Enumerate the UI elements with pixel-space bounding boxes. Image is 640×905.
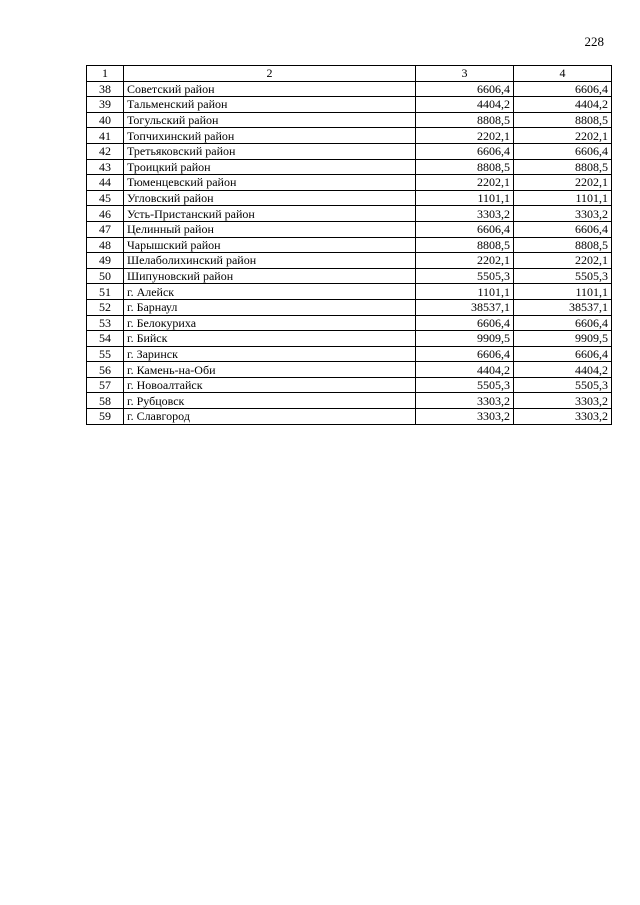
value-cell-col4: 8808,5 [514, 159, 612, 175]
value-cell-col3: 3303,2 [416, 409, 514, 425]
value-cell-col4: 6606,4 [514, 143, 612, 159]
table-row [87, 253, 612, 269]
table-row [87, 377, 612, 393]
value-cell-col3: 2202,1 [416, 128, 514, 144]
table-row [87, 237, 612, 253]
row-number-cell: 49 [87, 253, 124, 269]
row-number-cell: 39 [87, 97, 124, 113]
value-cell-col3: 1101,1 [416, 190, 514, 206]
district-name-cell: Топчихинский район [124, 128, 416, 144]
district-name-cell: Шелаболихинский район [124, 253, 416, 269]
row-number-cell: 55 [87, 346, 124, 362]
district-name-cell: г. Рубцовск [124, 393, 416, 409]
table-row [87, 81, 612, 97]
row-number-cell: 47 [87, 221, 124, 237]
district-name-cell: г. Новоалтайск [124, 377, 416, 393]
district-name-cell: г. Заринск [124, 346, 416, 362]
row-number-cell: 57 [87, 377, 124, 393]
table-row [87, 221, 612, 237]
row-number-cell: 54 [87, 331, 124, 347]
value-cell-col3: 6606,4 [416, 143, 514, 159]
value-cell-col3: 2202,1 [416, 175, 514, 191]
row-number-cell: 46 [87, 206, 124, 222]
row-number-cell: 44 [87, 175, 124, 191]
value-cell-col4: 9909,5 [514, 331, 612, 347]
district-name-cell: Шипуновский район [124, 268, 416, 284]
value-cell-col3: 3303,2 [416, 206, 514, 222]
district-name-cell: Третьяковский район [124, 143, 416, 159]
table-row [87, 315, 612, 331]
table-row [87, 128, 612, 144]
table-row [87, 409, 612, 425]
value-cell-col4: 2202,1 [514, 253, 612, 269]
value-cell-col4: 1101,1 [514, 284, 612, 300]
row-number-cell: 41 [87, 128, 124, 144]
value-cell-col4: 5505,3 [514, 268, 612, 284]
value-cell-col4: 3303,2 [514, 393, 612, 409]
row-number-cell: 40 [87, 112, 124, 128]
table-row [87, 190, 612, 206]
row-number-cell: 38 [87, 81, 124, 97]
row-number-cell: 52 [87, 299, 124, 315]
value-cell-col3: 1101,1 [416, 284, 514, 300]
district-name-cell: Тюменцевский район [124, 175, 416, 191]
value-cell-col3: 3303,2 [416, 393, 514, 409]
table-header-row [87, 66, 612, 82]
table-row [87, 268, 612, 284]
column-header: 1 [87, 66, 124, 82]
value-cell-col3: 2202,1 [416, 253, 514, 269]
district-name-cell: Тогульский район [124, 112, 416, 128]
district-name-cell: Целинный район [124, 221, 416, 237]
row-number-cell: 56 [87, 362, 124, 378]
district-name-cell: Троицкий район [124, 159, 416, 175]
value-cell-col3: 38537,1 [416, 299, 514, 315]
value-cell-col3: 8808,5 [416, 159, 514, 175]
value-cell-col4: 5505,3 [514, 377, 612, 393]
district-name-cell: г. Камень-на-Оби [124, 362, 416, 378]
district-name-cell: г. Барнаул [124, 299, 416, 315]
page-number: 228 [584, 34, 604, 49]
row-number-cell: 42 [87, 143, 124, 159]
value-cell-col3: 6606,4 [416, 315, 514, 331]
value-cell-col4: 8808,5 [514, 112, 612, 128]
value-cell-col3: 8808,5 [416, 237, 514, 253]
row-number-cell: 43 [87, 159, 124, 175]
table-row [87, 143, 612, 159]
column-header: 3 [416, 66, 514, 82]
value-cell-col4: 1101,1 [514, 190, 612, 206]
table-row [87, 175, 612, 191]
table-body [87, 81, 612, 424]
table-row [87, 97, 612, 113]
table-row [87, 331, 612, 347]
row-number-cell: 59 [87, 409, 124, 425]
district-name-cell: Усть-Пристанский район [124, 206, 416, 222]
district-name-cell: г. Бийск [124, 331, 416, 347]
value-cell-col3: 5505,3 [416, 268, 514, 284]
column-header: 2 [124, 66, 416, 82]
table-row [87, 284, 612, 300]
row-number-cell: 51 [87, 284, 124, 300]
value-cell-col3: 5505,3 [416, 377, 514, 393]
table-row [87, 346, 612, 362]
value-cell-col4: 6606,4 [514, 315, 612, 331]
row-number-cell: 48 [87, 237, 124, 253]
value-cell-col3: 4404,2 [416, 362, 514, 378]
table-row [87, 159, 612, 175]
value-cell-col4: 6606,4 [514, 346, 612, 362]
table-row [87, 393, 612, 409]
value-cell-col4: 3303,2 [514, 409, 612, 425]
value-cell-col4: 6606,4 [514, 81, 612, 97]
district-name-cell: Тальменский район [124, 97, 416, 113]
value-cell-col3: 9909,5 [416, 331, 514, 347]
row-number-cell: 50 [87, 268, 124, 284]
district-name-cell: Угловский район [124, 190, 416, 206]
value-cell-col3: 6606,4 [416, 346, 514, 362]
value-cell-col4: 8808,5 [514, 237, 612, 253]
table-row [87, 112, 612, 128]
value-cell-col4: 4404,2 [514, 97, 612, 113]
value-cell-col4: 2202,1 [514, 128, 612, 144]
value-cell-col3: 8808,5 [416, 112, 514, 128]
table-row [87, 299, 612, 315]
value-cell-col4: 4404,2 [514, 362, 612, 378]
value-cell-col3: 4404,2 [416, 97, 514, 113]
value-cell-col4: 38537,1 [514, 299, 612, 315]
row-number-cell: 45 [87, 190, 124, 206]
district-name-cell: г. Белокуриха [124, 315, 416, 331]
value-cell-col3: 6606,4 [416, 81, 514, 97]
district-name-cell: г. Алейск [124, 284, 416, 300]
row-number-cell: 53 [87, 315, 124, 331]
value-cell-col4: 3303,2 [514, 206, 612, 222]
table-row [87, 206, 612, 222]
district-name-cell: Чарышский район [124, 237, 416, 253]
value-cell-col4: 2202,1 [514, 175, 612, 191]
value-cell-col3: 6606,4 [416, 221, 514, 237]
district-name-cell: г. Славгород [124, 409, 416, 425]
table-row [87, 362, 612, 378]
value-cell-col4: 6606,4 [514, 221, 612, 237]
data-table [86, 65, 612, 425]
district-name-cell: Советский район [124, 81, 416, 97]
column-header: 4 [514, 66, 612, 82]
row-number-cell: 58 [87, 393, 124, 409]
